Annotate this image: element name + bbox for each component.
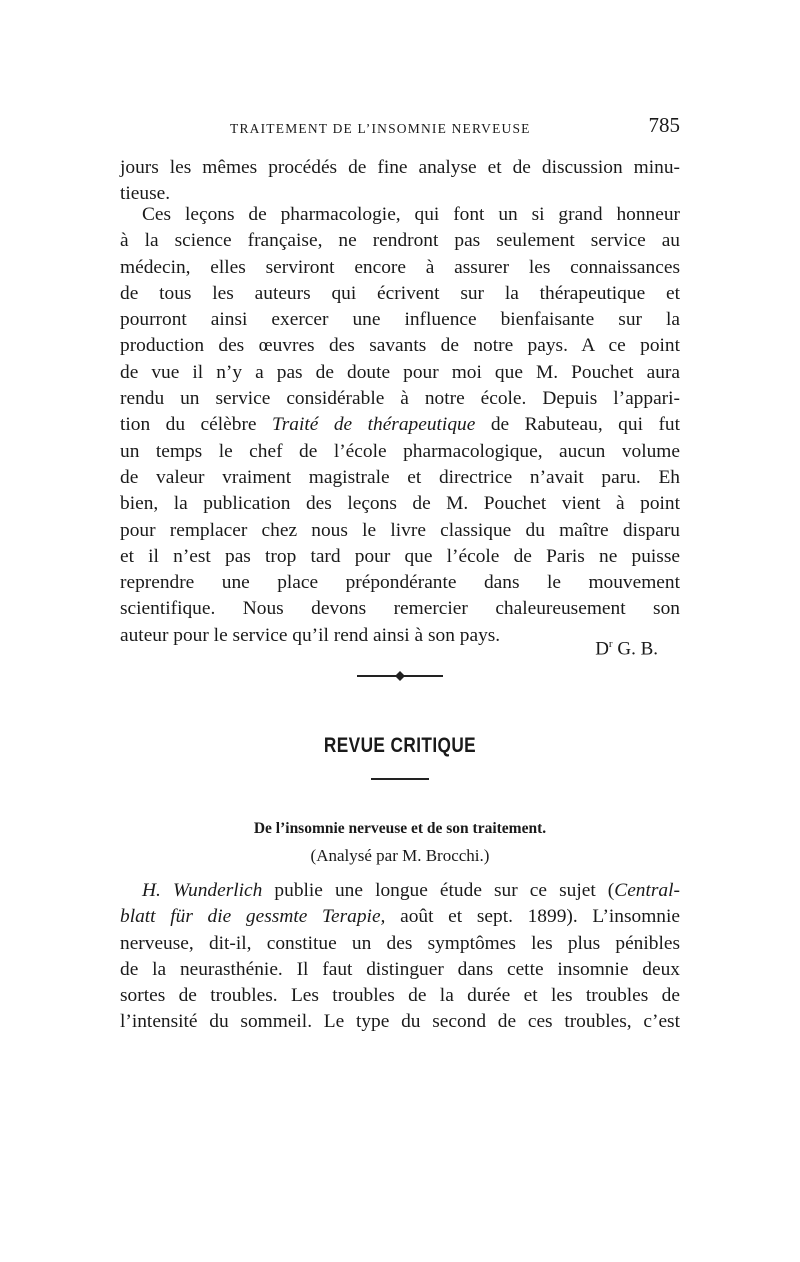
text-line: tieuse. xyxy=(120,183,171,205)
text-line: Ces leçons de pharmacologie, qui font un si grand honneur xyxy=(142,204,680,225)
text-line: rendu un service considérable à notre école. Depuis l’appari- xyxy=(120,388,680,410)
text-line: pour remplacer chez nous le livre classique du maître disparu xyxy=(120,519,680,541)
text-line: pourront ainsi exercer une influence bienfaisante sur la xyxy=(120,309,680,331)
article-attribution: (Analysé par M. Brocchi.) xyxy=(310,846,490,865)
text-line: scientifique. Nous devons remercier chaleureusement son xyxy=(120,598,680,620)
text-line: et il n’est pas trop tard pour que l’école de Paris ne puisse xyxy=(120,545,680,567)
text-line: tion du célèbre Traité de thérapeutique de Rabuteau, qui fut xyxy=(120,414,680,436)
text-line: de tous les auteurs qui écrivent sur la thérapeutique et xyxy=(120,282,680,304)
text-line: bien, la publication des leçons de M. Pouchet vient à point xyxy=(120,493,680,515)
page-number: 785 xyxy=(648,113,680,137)
text-line: sortes de troubles. Les troubles de la durée et les troubles de xyxy=(120,985,680,1007)
text-line: un temps le chef de l’école pharmacologique, aucun volume xyxy=(120,440,680,462)
text-line: de la neurasthénie. Il faut distinguer dans cette insomnie deux xyxy=(120,958,680,980)
text-line: à la science française, ne rendront pas seulement service au xyxy=(120,230,680,252)
paragraph-1 xyxy=(120,155,680,208)
text-line: médecin, elles serviront encore à assurer les connaissances xyxy=(120,256,680,278)
text-line: production des œuvres des savants de notre pays. A ce point xyxy=(120,335,680,357)
text-line: de vue il n’y a pas de doute pour moi que M. Pouchet aura xyxy=(120,361,680,383)
paragraph-3 xyxy=(120,878,680,1036)
separator-ornament xyxy=(355,670,445,682)
text-line: nerveuse, dit-il, constitue un des symptômes les plus pénibles xyxy=(120,932,680,954)
text-line: reprendre une place prépondérante dans le mouvement xyxy=(120,572,680,594)
text-line: blatt für die gessmte Terapie, août et sept. 1899). L’insomnie xyxy=(120,906,681,928)
running-title: TRAITEMENT DE L’INSOMNIE NERVEUSE xyxy=(230,121,531,136)
page-header xyxy=(120,113,680,143)
text-line: de valeur vraiment magistrale et directrice n’avait paru. Eh xyxy=(120,466,680,488)
text-line: H. Wunderlich publie une longue étude sur ce sujet (Central- xyxy=(142,880,680,901)
text-line: l’intensité du sommeil. Le type du second de ces troubles, c’est xyxy=(120,1011,680,1033)
article-title: De l’insomnie nerveuse et de son traitement. xyxy=(253,820,547,837)
section-heading: REVUE CRITIQUE xyxy=(323,734,477,757)
text-line: auteur pour le service qu’il rend ainsi à son pays. xyxy=(120,624,501,646)
paragraph-2 xyxy=(120,202,680,649)
divider-rule xyxy=(371,778,429,780)
text-line: jours les mêmes procédés de fine analyse et de discussion minu- xyxy=(120,157,680,178)
signature: $D^r$ G. B. xyxy=(595,638,658,660)
